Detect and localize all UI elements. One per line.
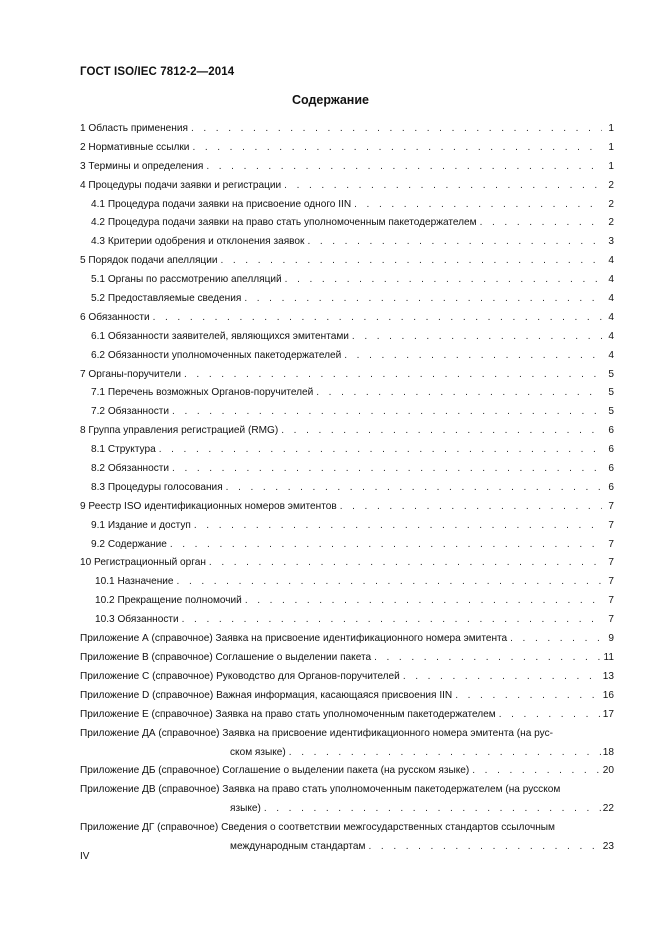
- toc-entry-title: Приложение ДБ (справочное) Соглашение о выделении пакета (на русском языке): [80, 765, 470, 777]
- toc-entry-page: 18: [602, 746, 614, 758]
- toc-entry[interactable]: [80, 746, 614, 759]
- toc-entry-page: 7: [608, 557, 614, 569]
- toc-entry[interactable]: [80, 594, 614, 607]
- toc-entry[interactable]: [80, 538, 614, 551]
- toc-leader-dots: [369, 840, 601, 853]
- toc-entry-title: 4.1 Процедура подачи заявки на присвоение одного IIN: [91, 198, 352, 210]
- toc-entry-title-line1: Приложение ДА (справочное) Заявка на присвоение идентификационного номера эмитента (на рус-: [80, 727, 553, 739]
- toc-leader-dots: [284, 179, 602, 192]
- toc-entry[interactable]: [80, 273, 614, 286]
- toc-leader-dots: [285, 273, 602, 286]
- toc-entry[interactable]: [80, 368, 614, 381]
- toc-entry-page: 7: [608, 576, 614, 588]
- toc-entry[interactable]: [80, 519, 614, 532]
- toc-entry-page: 20: [602, 765, 614, 777]
- toc-leader-dots: [182, 613, 602, 626]
- toc-entry-title: Приложение А (справочное) Заявка на присвоение идентификационного номера эмитента: [80, 633, 508, 645]
- toc-entry[interactable]: [80, 254, 614, 267]
- toc-entry[interactable]: [80, 235, 614, 248]
- toc-leader-dots: [307, 235, 602, 248]
- toc-entry[interactable]: [80, 708, 614, 721]
- toc-entry-title: языке): [230, 803, 261, 815]
- toc-entry[interactable]: [80, 575, 614, 588]
- toc-leader-dots: [340, 500, 602, 513]
- toc-entry-page: 6: [608, 425, 614, 437]
- toc-entry[interactable]: [80, 670, 614, 683]
- table-of-contents: [80, 122, 614, 853]
- toc-leader-dots: [289, 746, 601, 759]
- toc-entry-page: 4: [608, 255, 614, 267]
- toc-leader-dots: [244, 292, 602, 305]
- toc-entry-title: 8.1 Структура: [91, 444, 156, 456]
- toc-entry-page: 5: [608, 406, 614, 418]
- toc-entry-page: 9: [608, 633, 614, 645]
- toc-leader-dots: [344, 349, 602, 362]
- toc-entry-title-line1: Приложение ДГ (справочное) Сведения о соответствии межгосударственных стандартов ссылочным: [80, 822, 555, 834]
- toc-entry-title: 9 Реестр ISO идентификационных номеров эмитентов: [80, 500, 337, 512]
- toc-leader-dots: [264, 802, 601, 815]
- toc-entry-title: 2 Нормативные ссылки: [80, 141, 190, 153]
- toc-entry-title: 8.2 Обязанности: [91, 463, 170, 475]
- toc-entry-page: 13: [602, 670, 614, 682]
- toc-entry-page: 4: [608, 274, 614, 286]
- toc-leader-dots: [209, 556, 602, 569]
- toc-entry-page: 1: [608, 160, 614, 172]
- toc-entry-title: 5.2 Предоставляемые сведения: [91, 293, 242, 305]
- toc-entry-page: 22: [602, 803, 614, 815]
- toc-entry[interactable]: [80, 179, 614, 192]
- toc-entry-page: 4: [608, 311, 614, 323]
- toc-leader-dots: [184, 368, 602, 381]
- toc-leader-dots: [316, 386, 602, 399]
- toc-entry-title: 5.1 Органы по рассмотрению апелляций: [91, 274, 282, 286]
- toc-entry-title: 10.3 Обязанности: [95, 614, 179, 626]
- toc-leader-dots: [159, 443, 602, 456]
- toc-entry-page: 6: [608, 444, 614, 456]
- toc-leader-dots: [153, 311, 602, 324]
- toc-entry[interactable]: [80, 141, 614, 154]
- toc-entry-page: 23: [602, 841, 614, 853]
- toc-entry[interactable]: [80, 216, 614, 229]
- toc-entry[interactable]: [80, 198, 614, 211]
- toc-leader-dots: [472, 764, 601, 777]
- toc-leader-dots: [499, 708, 601, 721]
- toc-entry-page: 5: [608, 368, 614, 380]
- toc-entry-title: 10.2 Прекращение полномочий: [95, 595, 242, 607]
- toc-entry-multiline[interactable]: [80, 783, 614, 815]
- page-title: Содержание: [291, 93, 369, 107]
- toc-leader-dots: [177, 575, 602, 588]
- toc-entry-page: 4: [608, 349, 614, 361]
- toc-entry-page: 1: [608, 141, 614, 153]
- toc-leader-dots: [206, 160, 602, 173]
- toc-entry-page: 5: [608, 387, 614, 399]
- toc-entry-title: 7.2 Обязанности: [91, 406, 170, 418]
- toc-leader-dots: [220, 254, 602, 267]
- toc-entry-page: 7: [608, 538, 614, 550]
- toc-entry-title: 10 Регистрационный орган: [80, 557, 206, 569]
- toc-entry[interactable]: [80, 292, 614, 305]
- toc-entry[interactable]: [80, 802, 614, 815]
- toc-entry[interactable]: [80, 424, 614, 437]
- toc-entry-page: 6: [608, 463, 614, 475]
- toc-entry-title: 8.3 Процедуры голосования: [91, 481, 223, 493]
- toc-entry-title: ском языке): [230, 746, 286, 758]
- toc-entry[interactable]: [80, 613, 614, 626]
- toc-entry-title: Приложение В (справочное) Соглашение о выделении пакета: [80, 651, 372, 663]
- toc-entry-title: 8 Группа управления регистрацией (RMG): [80, 425, 279, 437]
- toc-entry[interactable]: [80, 443, 614, 456]
- toc-entry[interactable]: [80, 330, 614, 343]
- toc-entry[interactable]: [80, 462, 614, 475]
- toc-entry-title: Приложение Е (справочное) Заявка на право стать уполномоченным пакетодержателем: [80, 708, 496, 720]
- toc-entry[interactable]: [80, 311, 614, 324]
- toc-entry[interactable]: [80, 556, 614, 569]
- toc-entry-page: 6: [608, 481, 614, 493]
- toc-entry-title: 6.1 Обязанности заявителей, являющихся эмитентами: [91, 330, 349, 342]
- toc-entry[interactable]: [80, 122, 614, 135]
- toc-entry-page: 3: [608, 236, 614, 248]
- toc-entry-title: 4.3 Критерии одобрения и отклонения заявок: [91, 236, 305, 248]
- toc-entry[interactable]: [80, 481, 614, 494]
- toc-entry-title: 4.2 Процедура подачи заявки на право стать уполномоченным пакетодержателем: [91, 217, 477, 229]
- toc-entry-page: 7: [608, 519, 614, 531]
- toc-leader-dots: [194, 519, 602, 532]
- toc-entry-title: Приложение D (справочное) Важная информация, касающаяся присвоения IIN: [80, 689, 453, 701]
- toc-entry-page: 4: [608, 330, 614, 342]
- toc-entry[interactable]: [80, 632, 614, 645]
- toc-leader-dots: [226, 481, 602, 494]
- toc-entry[interactable]: [80, 651, 614, 664]
- toc-entry-title: международным стандартам: [230, 841, 366, 853]
- toc-entry-title: 9.1 Издание и доступ: [91, 519, 191, 531]
- toc-entry-title: 5 Порядок подачи апелляции: [80, 255, 218, 267]
- toc-leader-dots: [480, 216, 602, 229]
- toc-leader-dots: [510, 632, 602, 645]
- document-header: ГОСТ ISO/IEC 7812-2—2014: [80, 66, 235, 78]
- toc-entry-title: 1 Область применения: [80, 123, 188, 134]
- toc-entry-page: 2: [608, 179, 614, 191]
- toc-leader-dots: [281, 424, 602, 437]
- toc-leader-dots: [403, 670, 601, 683]
- toc-entry-multiline[interactable]: [80, 821, 614, 853]
- toc-leader-dots: [191, 122, 602, 135]
- toc-entry-title: 4 Процедуры подачи заявки и регистрации: [80, 179, 282, 191]
- toc-entry-title: 7 Органы-поручители: [80, 368, 181, 380]
- toc-entry-page: 1: [608, 123, 614, 134]
- toc-leader-dots: [172, 462, 602, 475]
- toc-leader-dots: [192, 141, 602, 154]
- toc-entry-page: 2: [608, 217, 614, 229]
- toc-entry-multiline[interactable]: [80, 727, 614, 759]
- toc-entry-title: 9.2 Содержание: [91, 538, 167, 550]
- toc-entry-page: 16: [602, 689, 614, 701]
- toc-entry[interactable]: [80, 764, 614, 777]
- toc-leader-dots: [352, 330, 602, 343]
- toc-entry[interactable]: [80, 840, 614, 853]
- toc-entry[interactable]: [80, 349, 614, 362]
- toc-entry-title: 3 Термины и определения: [80, 160, 204, 172]
- toc-entry-title-line1: Приложение ДВ (справочное) Заявка на право стать уполномоченным пакетодержателем (на русском: [80, 784, 561, 796]
- toc-leader-dots: [455, 689, 601, 702]
- toc-entry-multiline[interactable]: [80, 764, 614, 777]
- toc-leader-dots: [170, 538, 602, 551]
- toc-entry[interactable]: [80, 405, 614, 418]
- toc-entry-page: 11: [603, 651, 614, 663]
- toc-entry-title: 7.1 Перечень возможных Органов-поручителей: [91, 387, 314, 399]
- toc-entry-page: 2: [608, 198, 614, 210]
- toc-entry-title: 6 Обязанности: [80, 311, 150, 323]
- toc-entry-page: 7: [608, 614, 614, 626]
- toc-entry-page: 7: [608, 500, 614, 512]
- toc-entry-page: 4: [608, 293, 614, 305]
- toc-leader-dots: [374, 651, 601, 664]
- toc-leader-dots: [172, 405, 602, 418]
- toc-entry[interactable]: [80, 689, 614, 702]
- toc-leader-dots: [245, 594, 602, 607]
- toc-entry[interactable]: [80, 386, 614, 399]
- page-number: IV: [80, 851, 90, 862]
- toc-entry-title: 10.1 Назначение: [95, 576, 174, 588]
- toc-entry-title: 6.2 Обязанности уполномоченных пакетодержателей: [91, 349, 342, 361]
- toc-entry-page: 17: [602, 708, 614, 720]
- toc-entry[interactable]: [80, 160, 614, 173]
- toc-entry-page: 7: [608, 595, 614, 607]
- toc-entry-title: Приложение С (справочное) Руководство для Органов-поручителей: [80, 670, 400, 682]
- toc-leader-dots: [354, 198, 602, 211]
- toc-entry[interactable]: [80, 500, 614, 513]
